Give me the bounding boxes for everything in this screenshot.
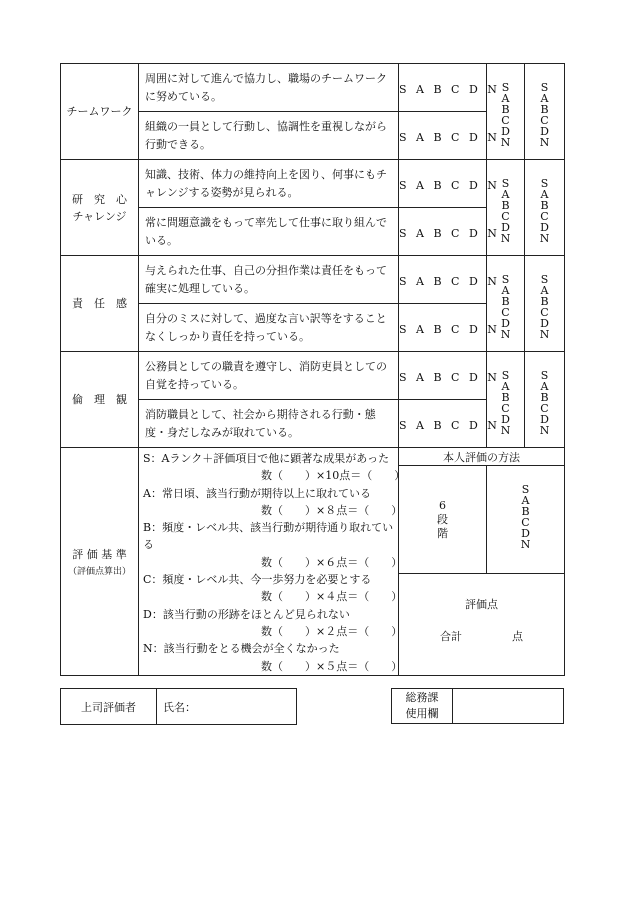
item-description: 周囲に対して進んで協力し、職場のチームワークに努めている。 [139, 64, 399, 112]
item-grade-options[interactable]: S A B C D N [399, 160, 487, 208]
grade-letter: C [540, 306, 549, 319]
criteria-text: C：頻度・レベル共、今一歩努力を必要とする [143, 573, 372, 587]
category-name [61, 160, 139, 256]
grade-letter: C [540, 114, 549, 127]
general-affairs-label [392, 689, 453, 724]
supervisor-name-field[interactable]: 氏名： [157, 689, 297, 725]
criteria-list [139, 448, 406, 676]
category-item-row [61, 256, 565, 304]
item-description: 与えられた仕事、自己の分担作業は責任をもって確実に処理している。 [139, 256, 399, 304]
grade-letter: N [539, 424, 550, 437]
grade-letter: D [501, 125, 510, 138]
grade-letter: B [501, 103, 510, 116]
category-self-grade[interactable] [487, 256, 525, 352]
category-name [61, 256, 139, 352]
item-description: 公務員としての職責を遵守し、消防吏員としての自覚を持っている。 [139, 352, 399, 400]
criteria-points-formula[interactable]: 数（ ）×２点＝（ ） [261, 624, 403, 638]
grade-letter: N [539, 328, 550, 341]
grade-letter: N [500, 328, 511, 341]
category-name-line: チャレンジ [72, 209, 127, 223]
criteria-points-formula[interactable]: 数（ ）×10点＝（ ） [261, 469, 406, 483]
supervisor-label: 上司評価者 [61, 689, 157, 725]
grade-letter: B [540, 103, 549, 116]
supervisor-table [60, 688, 297, 725]
item-grade-options[interactable]: S A B C D N [399, 256, 487, 304]
self-method-grades [487, 466, 565, 573]
grade-letter: N [500, 232, 511, 245]
grade-letter: D [540, 125, 549, 138]
grade-letter: C [501, 210, 510, 223]
item-grade-options[interactable]: S A B C D N [399, 400, 487, 448]
grade-letter: C [540, 402, 549, 415]
general-affairs-label-line2: 使用欄 [405, 707, 439, 720]
category-item-row [61, 352, 565, 400]
grade-letter: N [520, 538, 531, 552]
six-levels-char: 6 [439, 498, 446, 512]
criteria-text: B：頻度・レベル共、該当行動が期待通り取れている [143, 521, 394, 552]
general-affairs-field[interactable] [453, 689, 564, 724]
six-levels-label [399, 466, 487, 573]
grade-letter: D [501, 317, 510, 330]
item-grade-options[interactable]: S A B C D N [399, 112, 487, 160]
grade-letter: C [501, 306, 510, 319]
grade-letter: S [540, 369, 549, 382]
category-self-grade[interactable] [487, 64, 525, 160]
criteria-text: N：該当行動をとる機会が全くなかった [143, 642, 340, 656]
grade-letter: S [540, 177, 549, 190]
item-grade-options[interactable]: S A B C D N [399, 304, 487, 352]
category-supervisor-grade[interactable] [525, 256, 565, 352]
grade-letter: A [540, 380, 549, 393]
six-levels-char: 段 [437, 512, 448, 526]
category-item-row [61, 64, 565, 112]
grade-letter: B [501, 295, 510, 308]
criteria-row [61, 448, 565, 466]
grade-letter: D [501, 413, 510, 426]
category-name-line: チームワーク [66, 105, 133, 118]
grade-letter: S [540, 81, 549, 94]
item-description: 消防職員として、社会から期待される行動・態度・身だしなみが取れている。 [139, 400, 399, 448]
category-name-line: 研 究 心 [72, 192, 127, 206]
item-grade-options[interactable]: S A B C D N [399, 352, 487, 400]
grade-letter: A [540, 188, 549, 201]
grade-letter: C [540, 210, 549, 223]
grade-letter: N [539, 232, 550, 245]
grade-letter: C [501, 114, 510, 127]
grade-letter: A [501, 92, 510, 105]
grade-letter: D [540, 413, 549, 426]
criteria-points-formula[interactable]: 数（ ）×６点＝（ ） [261, 555, 403, 569]
evaluation-sheet [60, 63, 564, 676]
item-description: 知識、技術、体力の維持向上を図り、何事にもチャレンジする姿勢が見られる。 [139, 160, 399, 208]
grade-letter: N [500, 136, 511, 149]
criteria-label [61, 448, 139, 676]
grade-letter: S [501, 369, 510, 382]
criteria-text: S：Aランク＋評価項目で他に顕著な成果があった [143, 452, 390, 465]
grade-letter: A [540, 284, 549, 297]
category-supervisor-grade[interactable] [525, 352, 565, 448]
grade-letter: B [521, 505, 530, 519]
item-description: 自分のミスに対して、過度な言い訳等をすることなくしっかり責任を持っている。 [139, 304, 399, 352]
category-supervisor-grade[interactable] [525, 160, 565, 256]
grade-letter: D [521, 527, 530, 541]
item-description: 常に問題意識をもって率先して仕事に取り組んでいる。 [139, 208, 399, 256]
category-self-grade[interactable] [487, 160, 525, 256]
criteria-label-main: 評 価 基 準 [72, 547, 127, 561]
criteria-text: D：該当行動の形跡をほとんど見られない [143, 607, 350, 621]
grade-letter: C [501, 402, 510, 415]
evaluation-table [60, 63, 565, 676]
grade-letter: N [500, 424, 511, 437]
grade-letter: D [501, 221, 510, 234]
six-levels-char: 階 [437, 526, 448, 540]
score-box[interactable] [399, 573, 565, 675]
score-label: 評価点 [465, 597, 498, 611]
grade-letter: C [521, 516, 530, 530]
item-grade-options[interactable]: S A B C D N [399, 208, 487, 256]
total-unit: 点 [512, 629, 523, 643]
item-grade-options[interactable]: S A B C D N [399, 64, 487, 112]
criteria-points-formula[interactable]: 数（ ）×５点＝（ ） [261, 659, 403, 673]
criteria-points-formula[interactable]: 数（ ）×４点＝（ ） [261, 590, 403, 604]
general-affairs-table [391, 688, 564, 724]
category-name-line: 倫 理 観 [72, 393, 127, 406]
category-item-row [61, 160, 565, 208]
grade-letter: S [540, 273, 549, 286]
total-label: 合計 [440, 629, 462, 643]
grade-letter: A [501, 284, 510, 297]
grade-letter: S [501, 273, 510, 286]
grade-letter: B [540, 295, 549, 308]
self-method-header: 本人評価の方法 [399, 448, 565, 466]
criteria-points-formula[interactable]: 数（ ）×８点＝（ ） [261, 503, 403, 517]
grade-letter: B [501, 199, 510, 212]
item-description: 組織の一員として行動し、協調性を重視しながら行動できる。 [139, 112, 399, 160]
grade-letter: S [501, 81, 510, 94]
grade-letter: A [501, 188, 510, 201]
grade-letter: N [539, 136, 550, 149]
criteria-label-sub: （評価点算出） [67, 566, 131, 577]
category-name [61, 352, 139, 448]
total-line [399, 628, 564, 644]
grade-letter: B [540, 199, 549, 212]
grade-letter: S [501, 177, 510, 190]
category-name-line: 責 任 感 [72, 297, 127, 310]
grade-letter: A [521, 494, 530, 508]
category-supervisor-grade[interactable] [525, 64, 565, 160]
grade-letter: B [540, 391, 549, 404]
category-self-grade[interactable] [487, 352, 525, 448]
grade-letter: S [521, 483, 530, 497]
general-affairs-label-line1: 総務課 [405, 691, 439, 704]
grade-letter: D [540, 221, 549, 234]
grade-letter: A [501, 380, 510, 393]
grade-letter: B [501, 391, 510, 404]
grade-letter: D [540, 317, 549, 330]
criteria-text: A：常日頃、該当行動が期待以上に取れている [143, 486, 371, 500]
grade-letter: A [540, 92, 549, 105]
category-name [61, 64, 139, 160]
